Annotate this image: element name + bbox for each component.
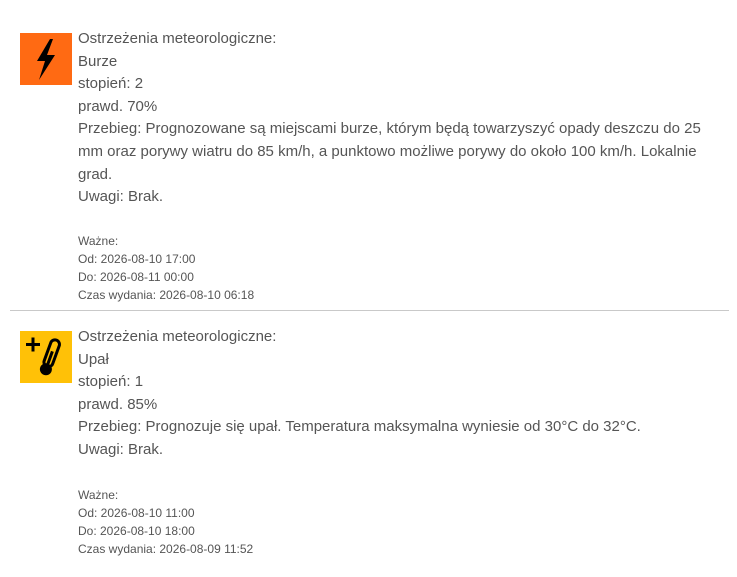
- valid-from: Od: 2026-08-10 17:00: [78, 251, 196, 266]
- warning-course: Przebieg: Prognozuje się upał. Temperatura maksymalna wyniesie od 30°C do 32°C.: [78, 418, 641, 436]
- warning-remarks: Uwagi: Brak.: [78, 188, 164, 206]
- divider: [10, 310, 729, 311]
- warning-probability: prawd. 70%: [78, 97, 158, 115]
- lightning-icon: [20, 33, 72, 85]
- warning-validity: [78, 233, 254, 305]
- thermometer-plus-icon: [20, 331, 72, 383]
- issue-time: Czas wydania: 2026-08-09 11:52: [78, 541, 254, 556]
- warning-type: Upał: [78, 350, 109, 368]
- warning-heading: Ostrzeżenia meteorologiczne:: [78, 328, 277, 345]
- valid-to: Do: 2026-08-11 00:00: [78, 269, 194, 284]
- valid-from: Od: 2026-08-10 11:00: [78, 505, 195, 520]
- valid-label: Ważne:: [78, 488, 119, 502]
- issue-time: Czas wydania: 2026-08-10 06:18: [78, 287, 255, 302]
- warning-probability: prawd. 85%: [78, 395, 158, 413]
- warning-course: Przebieg: Prognozowane są miejscami burze, którym będą towarzyszyć opady deszczu do 25 mm oraz porywy wiatru do 85 km/h, a punktowo możliwe porywy do około 100 km/h. Lokalnie grad.: [78, 120, 701, 183]
- warning-validity: [78, 487, 253, 559]
- warning-level: stopień: 2: [78, 75, 144, 93]
- warning-details: [78, 28, 718, 209]
- valid-label: Ważne:: [78, 234, 119, 248]
- warning-level: stopień: 1: [78, 373, 144, 391]
- valid-to: Do: 2026-08-10 18:00: [78, 523, 195, 538]
- warning-heading: Ostrzeżenia meteorologiczne:: [78, 30, 277, 47]
- warning-remarks: Uwagi: Brak.: [78, 440, 164, 458]
- warning-details: [78, 326, 718, 462]
- warning-type: Burze: [78, 52, 118, 70]
